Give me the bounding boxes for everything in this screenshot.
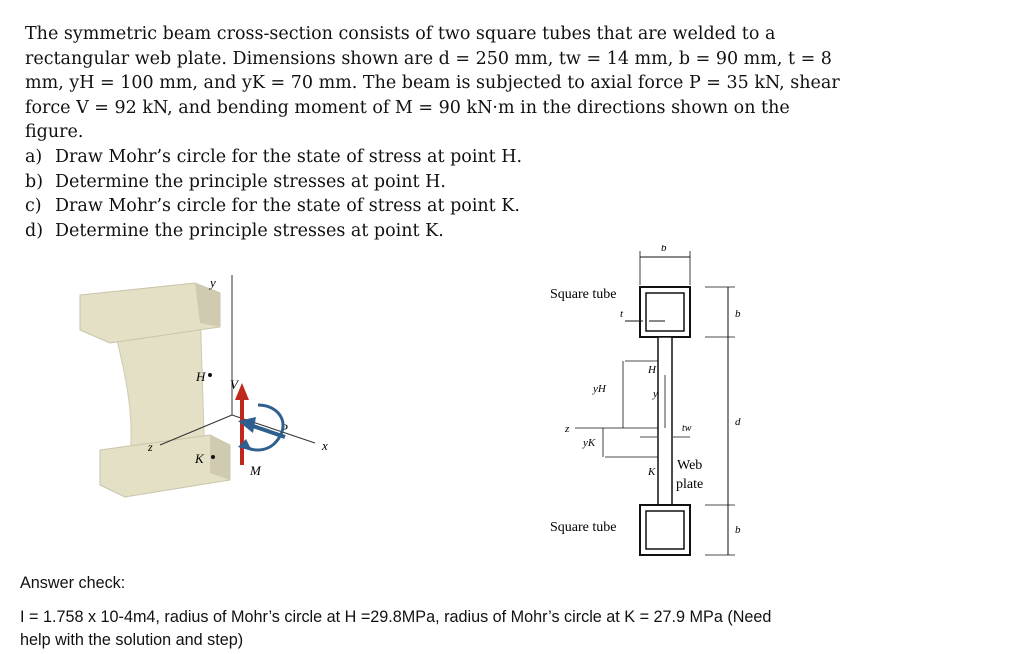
y-axis-label: y [653, 388, 658, 400]
z-axis-label: z [148, 440, 153, 454]
question-part-a: a) Draw Mohr’s circle for the state of stress at point H. [25, 146, 523, 167]
question-part-b: b) Determine the principle stresses at point H. [25, 171, 446, 192]
point-h-label: H [196, 369, 206, 384]
point-k-dot [211, 455, 215, 459]
cross-section-figure [545, 245, 785, 565]
yh-label: yH [593, 383, 606, 395]
problem-intro: The symmetric beam cross-section consists of two square tubes that are welded to a rectangular web plate. Dimensions shown are d = 250 mm, tw = 14 mm, b = 90 mm, t = 8 mm, yH = 100 mm, and yK = 70 mm. The beam is subjected to axial force P = 35 kN, shear force V = 92 kN, and bending moment of M = 90 kN·m in the directions shown on the figure. [25, 24, 840, 143]
z-axis-label: z [565, 423, 570, 435]
d-label: d [735, 416, 741, 428]
x-axis-label: x [322, 438, 328, 453]
point-h-label: H [648, 364, 656, 376]
b-right-top-label: b [735, 308, 741, 320]
web-label: Web [677, 458, 703, 473]
y-axis-label: y [210, 275, 216, 290]
problem-statement [25, 22, 845, 243]
square-tube-top-label: Square tube [550, 287, 617, 302]
shear-force-label: V [230, 377, 238, 392]
question-parts [25, 145, 845, 243]
answer-check-heading: Answer check: [20, 574, 126, 592]
b-top-label: b [661, 245, 667, 254]
bottom-square-tube [640, 505, 690, 555]
square-tube-bottom-label: Square tube [550, 520, 617, 535]
answer-check-section [20, 572, 1010, 653]
question-part-d: d) Determine the principle stresses at point K. [25, 220, 444, 241]
bending-moment-label: M [250, 463, 261, 478]
point-k-label: K [648, 466, 656, 478]
question-part-c: c) Draw Mohr’s circle for the state of stress at point K. [25, 196, 520, 217]
plate-label: plate [676, 477, 704, 492]
axial-force-label: P [280, 421, 288, 436]
x-axis-line [232, 415, 315, 443]
beam-3d-figure [70, 265, 360, 515]
answer-line-1: I = 1.758 x 10-4m4, radius of Mohr’s circle at H =29.8MPa, radius of Mohr’s circle at K = 27.9 MPa (Need [20, 607, 772, 626]
tw-label: tw [682, 423, 692, 434]
b-right-bottom-label: b [735, 524, 741, 536]
point-h-dot [208, 373, 212, 377]
answer-line-2: help with the solution and step) [20, 631, 244, 649]
yk-label: yK [583, 437, 596, 449]
point-k-label: K [195, 451, 204, 466]
t-label: t [620, 308, 624, 320]
top-square-tube [640, 287, 690, 337]
